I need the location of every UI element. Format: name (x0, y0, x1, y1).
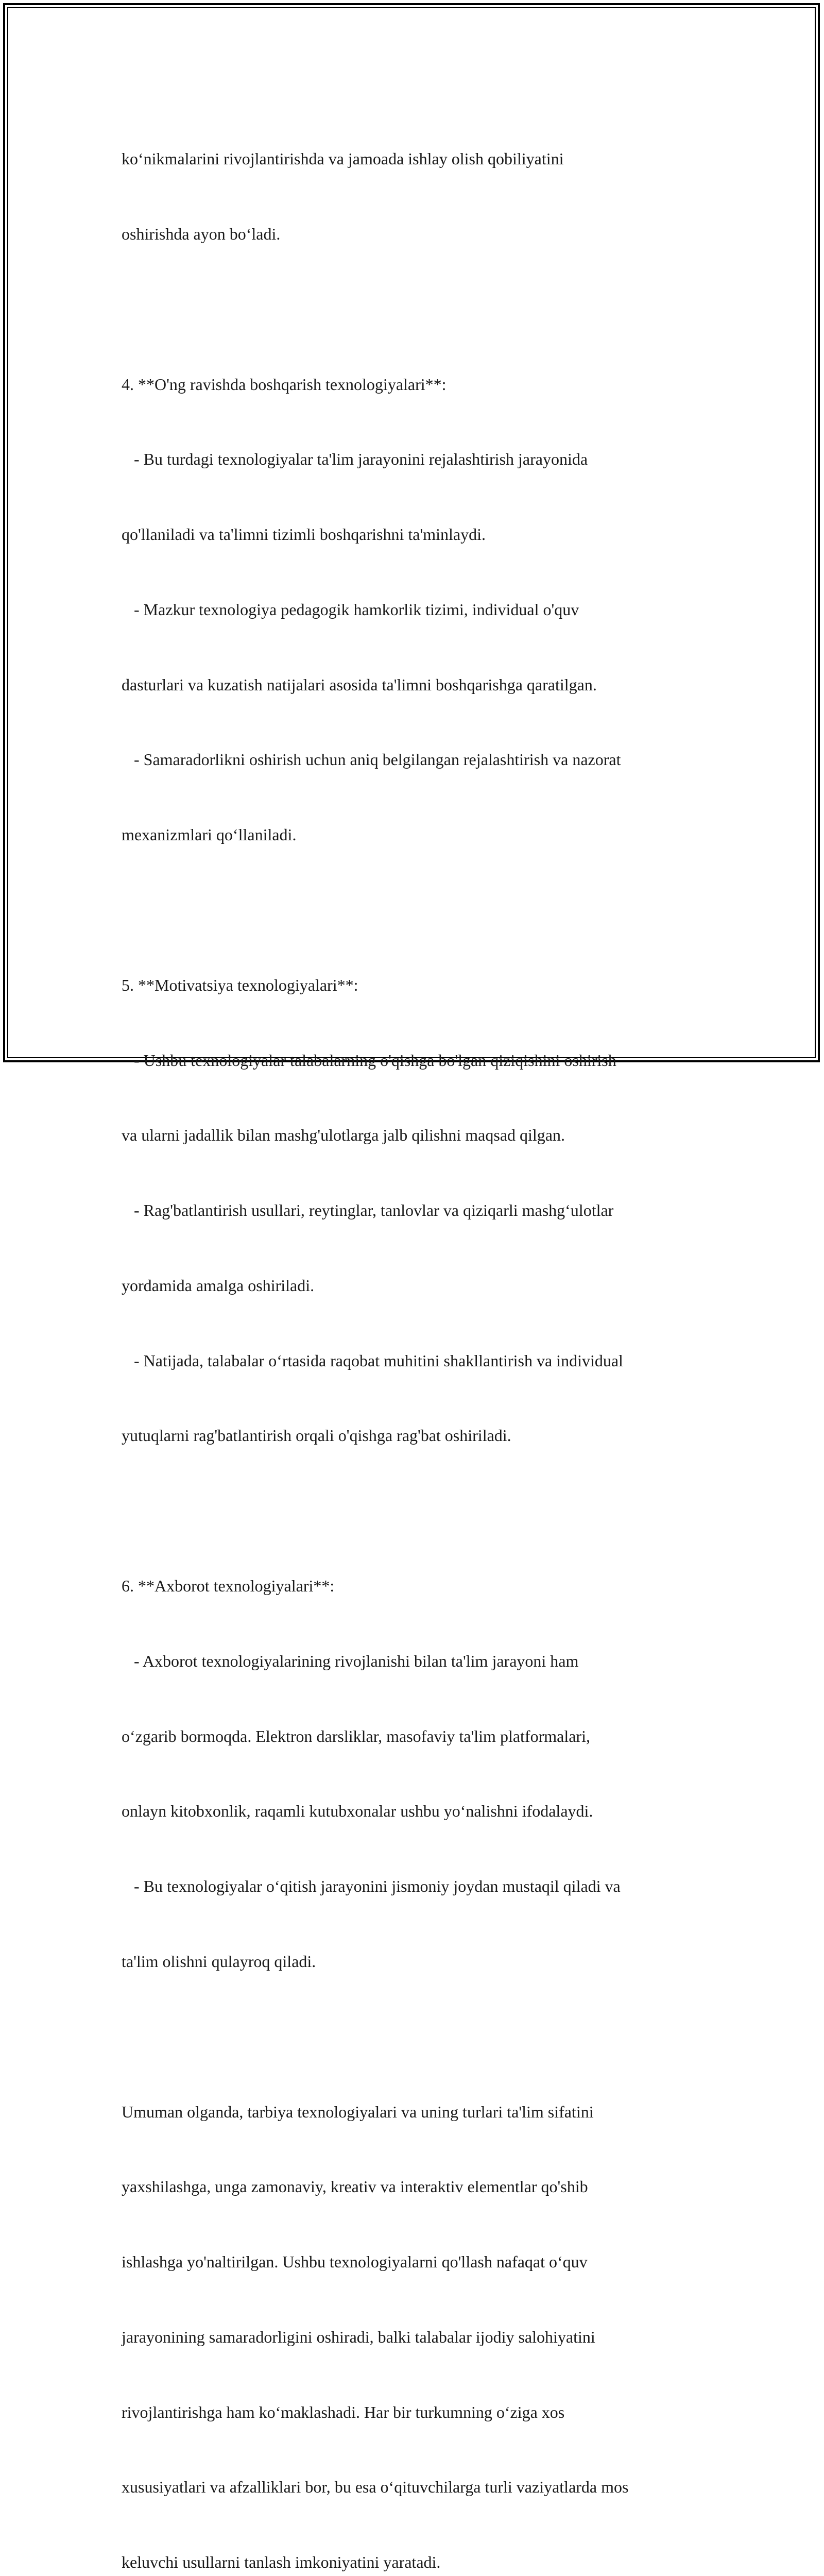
text-line: mexanizmlari qo‘llaniladi. (122, 825, 297, 844)
text-line: qo'llaniladi va ta'limni tizimli boshqarishni ta'minlaydi. (122, 525, 486, 544)
text-line: ko‘nikmalarini rivojlantirishda va jamoada ishlay olish qobiliyatini (122, 149, 564, 168)
text-line: onlayn kitobxonlik, raqamli kutubxonalar ushbu yo‘nalishni ifodalaydi. (122, 1802, 593, 1821)
text-line: va ularni jadallik bilan mashg'ulotlarga jalb qilishni maqsad qilgan. (122, 1126, 565, 1145)
text-line: dasturlari va kuzatish natijalari asosida ta'limni boshqarishga qaratilgan. (122, 675, 597, 694)
section-heading-4: 4. **O'ng ravishda boshqarish texnologiyalari**: (122, 375, 447, 394)
conclusion-line: yaxshilashga, unga zamonaviy, kreativ va interaktiv elementlar qo'shib (122, 2177, 588, 2196)
text-line: yutuqlarni rag'batlantirish orqali o'qishga rag'bat oshiriladi. (122, 1426, 511, 1445)
text-line: - Bu turdagi texnologiyalar ta'lim jarayonini rejalashtirish jarayonida (122, 450, 588, 469)
section-heading-6: 6. **Axborot texnologiyalari**: (122, 1577, 335, 1596)
conclusion-line: ishlashga yo'naltirilgan. Ushbu texnologiyalarni qo'llash nafaqat o‘quv (122, 2252, 588, 2272)
text-line: - Axborot texnologiyalarining rivojlanishi bilan ta'lim jarayoni ham (122, 1651, 579, 1670)
conclusion-line: jarayonining samaradorligini oshiradi, balki talabalar ijodiy salohiyatini (122, 2327, 595, 2346)
text-line: - Samaradorlikni oshirish uchun aniq belgilangan rejalashtirish va nazorat (122, 750, 621, 769)
section-heading-5: 5. **Motivatsiya texnologiyalari**: (122, 975, 358, 994)
document-body (122, 96, 719, 2576)
text-line: - Ushbu texnologiyalar talabalarning o'qishga bo'lgan qiziqishini oshirish (122, 1050, 616, 1070)
text-line: - Mazkur texnologiya pedagogik hamkorlik tizimi, individual o'quv (122, 600, 579, 619)
text-line: ta'lim olishni qulayroq qiladi. (122, 1952, 316, 1971)
text-line: - Natijada, talabalar o‘rtasida raqobat muhitini shakllantirish va individual (122, 1351, 623, 1370)
conclusion-line: rivojlantirishga ham ko‘maklashadi. Har bir turkumning o‘ziga xos (122, 2402, 565, 2421)
text-line (122, 897, 719, 923)
text-line: - Bu texnologiyalar o‘qitish jarayonini jismoniy joydan mustaqil qiladi va (122, 1877, 621, 1896)
text-line (122, 2024, 719, 2049)
conclusion-line: keluvchi usullarni tanlash imkoniyatini yaratadi. (122, 2553, 441, 2572)
conclusion-line: xususiyatlari va afzalliklari bor, bu esa o‘qituvchilarga turli vaziyatlarda mos (122, 2478, 629, 2497)
text-line (122, 1498, 719, 1523)
text-line (122, 297, 719, 322)
text-line: - Rag'batlantirish usullari, reytinglar, tanlovlar va qiziqarli mashg‘ulotlar (122, 1201, 614, 1220)
conclusion-line: Umuman olganda, tarbiya texnologiyalari va uning turlari ta'lim sifatini (122, 2102, 594, 2121)
text-line: oshirishda ayon bo‘ladi. (122, 224, 281, 243)
text-line: o‘zgarib bormoqda. Elektron darsliklar, masofaviy ta'lim platformalari, (122, 1726, 590, 1745)
text-line: yordamida amalga oshiriladi. (122, 1276, 315, 1295)
